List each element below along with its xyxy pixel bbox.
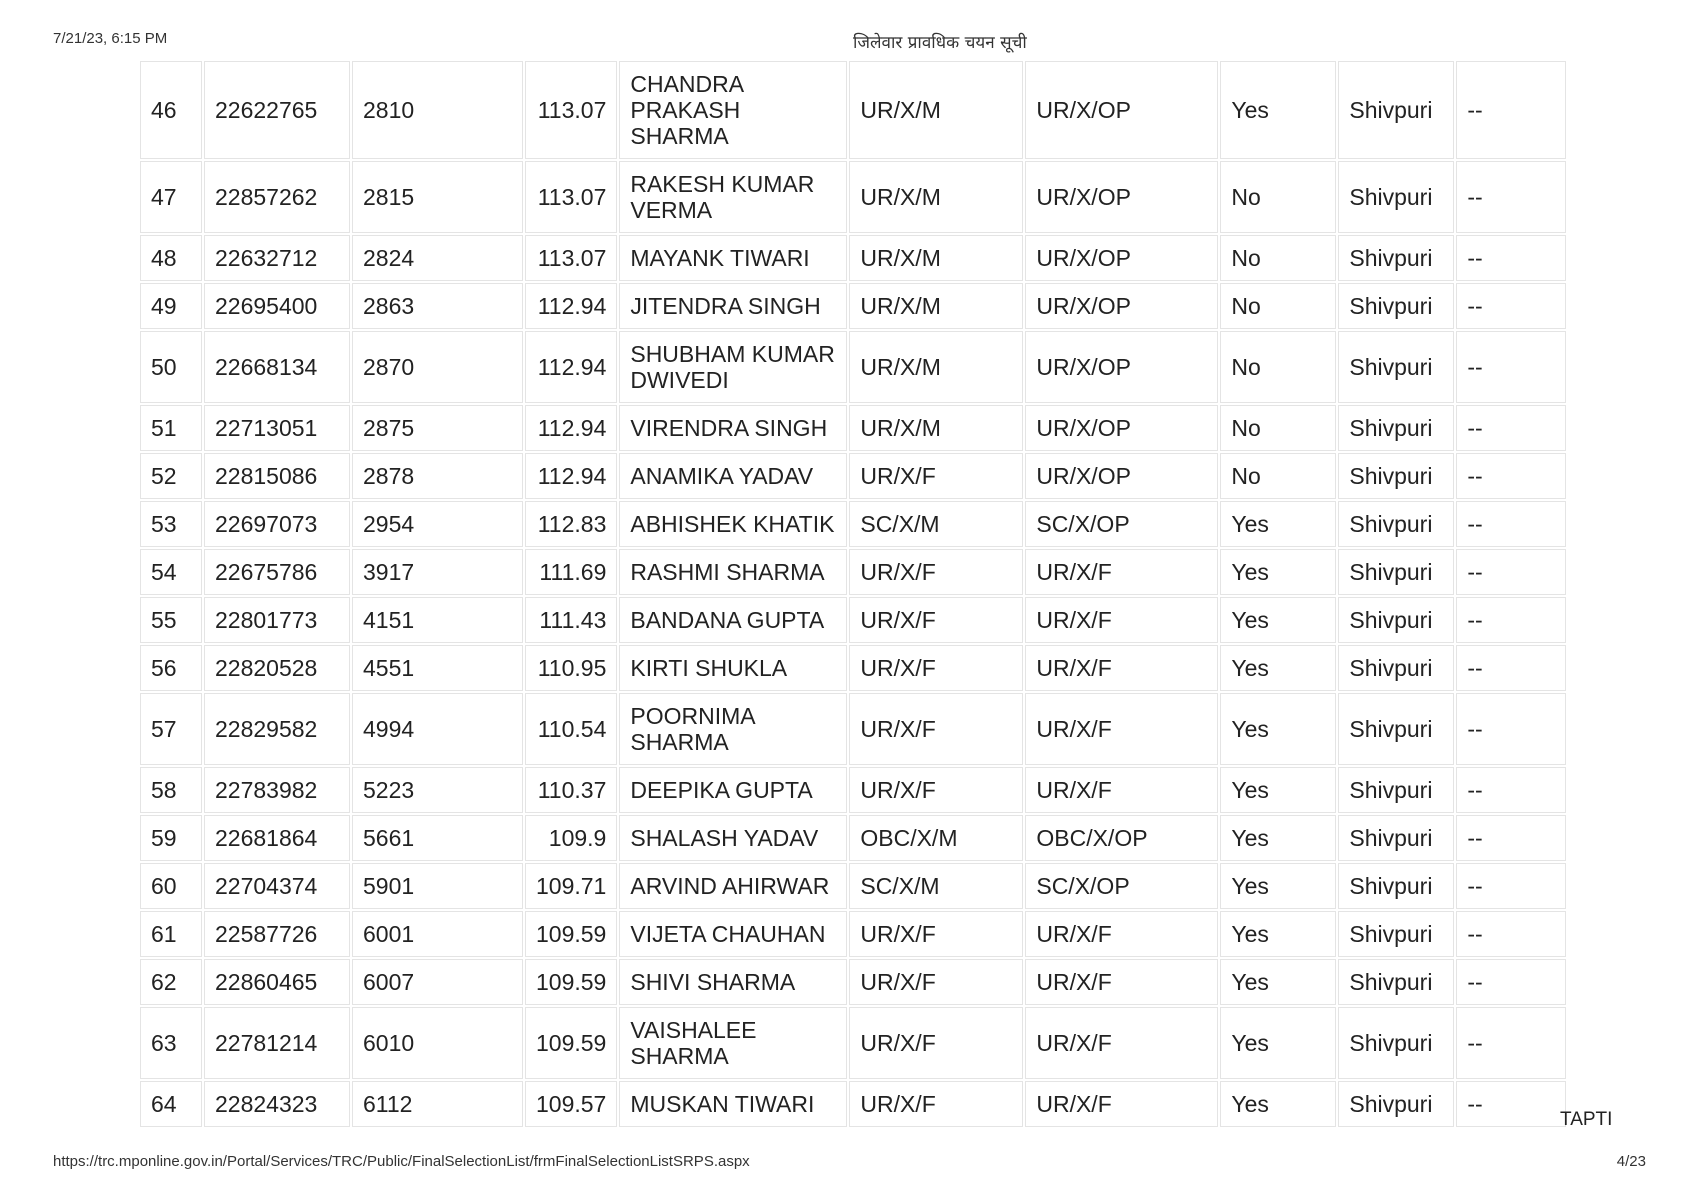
roll-number-cell: 22695400: [204, 283, 350, 329]
category-cell: UR/X/F: [849, 597, 1023, 643]
roll-number-cell: 22829582: [204, 693, 350, 765]
candidate-name-cell: VAISHALEE SHARMA: [619, 1007, 847, 1079]
remark-cell: --: [1456, 331, 1566, 403]
category-cell: OBC/X/M: [849, 815, 1023, 861]
status-cell: Yes: [1220, 815, 1336, 861]
table-row: [140, 331, 1566, 403]
category-cell: UR/X/M: [849, 161, 1023, 233]
table-row: [140, 283, 1566, 329]
category-cell: UR/X/F: [849, 1007, 1023, 1079]
marks-cell: 112.94: [525, 283, 617, 329]
status-cell: Yes: [1220, 767, 1336, 813]
status-cell: No: [1220, 283, 1336, 329]
remark-cell: --: [1456, 911, 1566, 957]
table-row: [140, 161, 1566, 233]
roll-number-cell: 22704374: [204, 863, 350, 909]
status-cell: No: [1220, 161, 1336, 233]
remark-cell: --: [1456, 161, 1566, 233]
remark-cell: --: [1456, 235, 1566, 281]
roll-number-cell: 22632712: [204, 235, 350, 281]
district-cell: Shivpuri: [1338, 693, 1454, 765]
selected-category-cell: UR/X/F: [1025, 597, 1218, 643]
roll-number-cell: 22824323: [204, 1081, 350, 1127]
marks-cell: 109.57: [525, 1081, 617, 1127]
serial-number-cell: 60: [140, 863, 202, 909]
table-row: [140, 405, 1566, 451]
selected-category-cell: UR/X/OP: [1025, 331, 1218, 403]
marks-cell: 110.95: [525, 645, 617, 691]
roll-number-cell: 22801773: [204, 597, 350, 643]
candidate-name-cell: MAYANK TIWARI: [619, 235, 847, 281]
serial-number-cell: 55: [140, 597, 202, 643]
district-cell: Shivpuri: [1338, 1081, 1454, 1127]
remark-cell: --: [1456, 501, 1566, 547]
candidate-name-cell: VIRENDRA SINGH: [619, 405, 847, 451]
print-datetime: 7/21/23, 6:15 PM: [53, 30, 168, 47]
district-cell: Shivpuri: [1338, 161, 1454, 233]
roll-number-cell: 22857262: [204, 161, 350, 233]
roll-number-cell: 22622765: [204, 61, 350, 159]
remark-cell: --: [1456, 693, 1566, 765]
district-cell: Shivpuri: [1338, 911, 1454, 957]
category-cell: UR/X/F: [849, 911, 1023, 957]
candidate-name-cell: ANAMIKA YADAV: [619, 453, 847, 499]
rank-cell: 5661: [352, 815, 523, 861]
rank-cell: 2815: [352, 161, 523, 233]
remark-cell: --: [1456, 61, 1566, 159]
candidate-name-cell: BANDANA GUPTA: [619, 597, 847, 643]
selected-category-cell: UR/X/OP: [1025, 405, 1218, 451]
candidate-name-cell: SHUBHAM KUMAR DWIVEDI: [619, 331, 847, 403]
status-cell: No: [1220, 405, 1336, 451]
table-row: [140, 1007, 1566, 1079]
table-row: [140, 549, 1566, 595]
serial-number-cell: 47: [140, 161, 202, 233]
status-cell: Yes: [1220, 61, 1336, 159]
table-row: [140, 911, 1566, 957]
district-cell: Shivpuri: [1338, 1007, 1454, 1079]
rank-cell: 4551: [352, 645, 523, 691]
marks-cell: 109.59: [525, 1007, 617, 1079]
selected-category-cell: UR/X/OP: [1025, 161, 1218, 233]
table-row: [140, 767, 1566, 813]
category-cell: UR/X/F: [849, 645, 1023, 691]
category-cell: UR/X/F: [849, 549, 1023, 595]
selected-category-cell: UR/X/OP: [1025, 453, 1218, 499]
category-cell: SC/X/M: [849, 501, 1023, 547]
remark-cell: --: [1456, 597, 1566, 643]
roll-number-cell: 22713051: [204, 405, 350, 451]
district-cell: Shivpuri: [1338, 863, 1454, 909]
category-cell: UR/X/M: [849, 235, 1023, 281]
marks-cell: 109.59: [525, 911, 617, 957]
rank-cell: 2875: [352, 405, 523, 451]
table-row: [140, 453, 1566, 499]
selection-table: [138, 59, 1568, 1129]
rank-cell: 4994: [352, 693, 523, 765]
marks-cell: 113.07: [525, 161, 617, 233]
roll-number-cell: 22668134: [204, 331, 350, 403]
rank-cell: 2810: [352, 61, 523, 159]
category-cell: UR/X/M: [849, 331, 1023, 403]
candidate-name-cell: MUSKAN TIWARI: [619, 1081, 847, 1127]
remark-cell: --: [1456, 863, 1566, 909]
table-row: [140, 959, 1566, 1005]
remark-cell: --: [1456, 1007, 1566, 1079]
rank-cell: 6112: [352, 1081, 523, 1127]
candidate-name-cell: RASHMI SHARMA: [619, 549, 847, 595]
remark-cell: --: [1456, 767, 1566, 813]
page-number: 4/23: [1616, 1153, 1646, 1170]
serial-number-cell: 62: [140, 959, 202, 1005]
selected-category-cell: UR/X/F: [1025, 959, 1218, 1005]
roll-number-cell: 22681864: [204, 815, 350, 861]
serial-number-cell: 46: [140, 61, 202, 159]
candidate-name-cell: JITENDRA SINGH: [619, 283, 847, 329]
selection-table-container: [138, 59, 1568, 1129]
rank-cell: 5223: [352, 767, 523, 813]
remark-cell: --: [1456, 405, 1566, 451]
rank-cell: 6010: [352, 1007, 523, 1079]
candidate-name-cell: KIRTI SHUKLA: [619, 645, 847, 691]
category-cell: UR/X/F: [849, 1081, 1023, 1127]
district-cell: Shivpuri: [1338, 61, 1454, 159]
status-cell: Yes: [1220, 645, 1336, 691]
status-cell: Yes: [1220, 693, 1336, 765]
print-url: https://trc.mponline.gov.in/Portal/Services/TRC/Public/FinalSelectionList/frmFinalSelectionListSRPS.aspx: [53, 1153, 750, 1170]
roll-number-cell: 22815086: [204, 453, 350, 499]
category-cell: UR/X/M: [849, 283, 1023, 329]
roll-number-cell: 22675786: [204, 549, 350, 595]
marks-cell: 110.54: [525, 693, 617, 765]
serial-number-cell: 63: [140, 1007, 202, 1079]
rank-cell: 6007: [352, 959, 523, 1005]
rank-cell: 2878: [352, 453, 523, 499]
category-cell: UR/X/F: [849, 453, 1023, 499]
category-cell: UR/X/F: [849, 767, 1023, 813]
marks-cell: 111.43: [525, 597, 617, 643]
selected-category-cell: UR/X/F: [1025, 1007, 1218, 1079]
rank-cell: 2870: [352, 331, 523, 403]
table-row: [140, 693, 1566, 765]
roll-number-cell: 22587726: [204, 911, 350, 957]
roll-number-cell: 22697073: [204, 501, 350, 547]
district-cell: Shivpuri: [1338, 501, 1454, 547]
candidate-name-cell: VIJETA CHAUHAN: [619, 911, 847, 957]
status-cell: Yes: [1220, 863, 1336, 909]
district-cell: Shivpuri: [1338, 597, 1454, 643]
table-row: [140, 61, 1566, 159]
selected-category-cell: UR/X/F: [1025, 693, 1218, 765]
district-cell: Shivpuri: [1338, 453, 1454, 499]
marks-cell: 112.94: [525, 453, 617, 499]
rank-cell: 2824: [352, 235, 523, 281]
remark-cell: --: [1456, 453, 1566, 499]
serial-number-cell: 49: [140, 283, 202, 329]
roll-number-cell: 22783982: [204, 767, 350, 813]
candidate-name-cell: RAKESH KUMAR VERMA: [619, 161, 847, 233]
district-cell: Shivpuri: [1338, 283, 1454, 329]
selected-category-cell: UR/X/OP: [1025, 235, 1218, 281]
selected-category-cell: UR/X/OP: [1025, 283, 1218, 329]
selected-category-cell: UR/X/OP: [1025, 61, 1218, 159]
rank-cell: 4151: [352, 597, 523, 643]
serial-number-cell: 50: [140, 331, 202, 403]
candidate-name-cell: DEEPIKA GUPTA: [619, 767, 847, 813]
candidate-name-cell: SHALASH YADAV: [619, 815, 847, 861]
district-cell: Shivpuri: [1338, 645, 1454, 691]
status-cell: No: [1220, 331, 1336, 403]
marks-cell: 113.07: [525, 235, 617, 281]
serial-number-cell: 51: [140, 405, 202, 451]
remark-cell: --: [1456, 549, 1566, 595]
selected-category-cell: SC/X/OP: [1025, 501, 1218, 547]
selected-category-cell: UR/X/F: [1025, 1081, 1218, 1127]
remark-cell: --: [1456, 959, 1566, 1005]
rank-cell: 2863: [352, 283, 523, 329]
table-row: [140, 863, 1566, 909]
marks-cell: 112.94: [525, 405, 617, 451]
selected-category-cell: UR/X/F: [1025, 645, 1218, 691]
district-cell: Shivpuri: [1338, 959, 1454, 1005]
status-cell: Yes: [1220, 1007, 1336, 1079]
rank-cell: 6001: [352, 911, 523, 957]
table-row: [140, 815, 1566, 861]
selected-category-cell: UR/X/F: [1025, 767, 1218, 813]
selected-category-cell: SC/X/OP: [1025, 863, 1218, 909]
selected-category-cell: OBC/X/OP: [1025, 815, 1218, 861]
category-cell: SC/X/M: [849, 863, 1023, 909]
candidate-name-cell: POORNIMA SHARMA: [619, 693, 847, 765]
district-cell: Shivpuri: [1338, 235, 1454, 281]
status-cell: Yes: [1220, 501, 1336, 547]
table-row: [140, 1081, 1566, 1127]
candidate-name-cell: SHIVI SHARMA: [619, 959, 847, 1005]
table-row: [140, 645, 1566, 691]
district-cell: Shivpuri: [1338, 331, 1454, 403]
status-cell: Yes: [1220, 549, 1336, 595]
marks-cell: 111.69: [525, 549, 617, 595]
serial-number-cell: 64: [140, 1081, 202, 1127]
remark-cell: --: [1456, 645, 1566, 691]
status-cell: Yes: [1220, 1081, 1336, 1127]
status-cell: No: [1220, 235, 1336, 281]
rank-cell: 3917: [352, 549, 523, 595]
serial-number-cell: 54: [140, 549, 202, 595]
serial-number-cell: 58: [140, 767, 202, 813]
status-cell: Yes: [1220, 597, 1336, 643]
candidate-name-cell: CHANDRA PRAKASH SHARMA: [619, 61, 847, 159]
marks-cell: 113.07: [525, 61, 617, 159]
marks-cell: 112.83: [525, 501, 617, 547]
marks-cell: 109.9: [525, 815, 617, 861]
table-row: [140, 597, 1566, 643]
serial-number-cell: 56: [140, 645, 202, 691]
table-row: [140, 235, 1566, 281]
category-cell: UR/X/F: [849, 693, 1023, 765]
serial-number-cell: 61: [140, 911, 202, 957]
roll-number-cell: 22781214: [204, 1007, 350, 1079]
district-cell: Shivpuri: [1338, 405, 1454, 451]
district-cell: Shivpuri: [1338, 549, 1454, 595]
marks-cell: 109.59: [525, 959, 617, 1005]
selected-category-cell: UR/X/F: [1025, 549, 1218, 595]
serial-number-cell: 57: [140, 693, 202, 765]
rank-cell: 5901: [352, 863, 523, 909]
category-cell: UR/X/M: [849, 405, 1023, 451]
serial-number-cell: 53: [140, 501, 202, 547]
marks-cell: 112.94: [525, 331, 617, 403]
remark-cell: --: [1456, 283, 1566, 329]
selected-category-cell: UR/X/F: [1025, 911, 1218, 957]
table-row: [140, 501, 1566, 547]
district-cell: Shivpuri: [1338, 767, 1454, 813]
district-cell: Shivpuri: [1338, 815, 1454, 861]
roll-number-cell: 22820528: [204, 645, 350, 691]
candidate-name-cell: ARVIND AHIRWAR: [619, 863, 847, 909]
status-cell: No: [1220, 453, 1336, 499]
serial-number-cell: 52: [140, 453, 202, 499]
category-cell: UR/X/F: [849, 959, 1023, 1005]
marks-cell: 109.71: [525, 863, 617, 909]
marks-cell: 110.37: [525, 767, 617, 813]
remark-cell: --: [1456, 1081, 1566, 1127]
serial-number-cell: 48: [140, 235, 202, 281]
rank-cell: 2954: [352, 501, 523, 547]
category-cell: UR/X/M: [849, 61, 1023, 159]
side-label: TAPTI: [1560, 1109, 1613, 1130]
candidate-name-cell: ABHISHEK KHATIK: [619, 501, 847, 547]
serial-number-cell: 59: [140, 815, 202, 861]
selection-table-body: [140, 61, 1566, 1127]
roll-number-cell: 22860465: [204, 959, 350, 1005]
status-cell: Yes: [1220, 911, 1336, 957]
status-cell: Yes: [1220, 959, 1336, 1005]
remark-cell: --: [1456, 815, 1566, 861]
page-title: जिलेवार प्रावधिक चयन सूची: [853, 33, 1027, 53]
